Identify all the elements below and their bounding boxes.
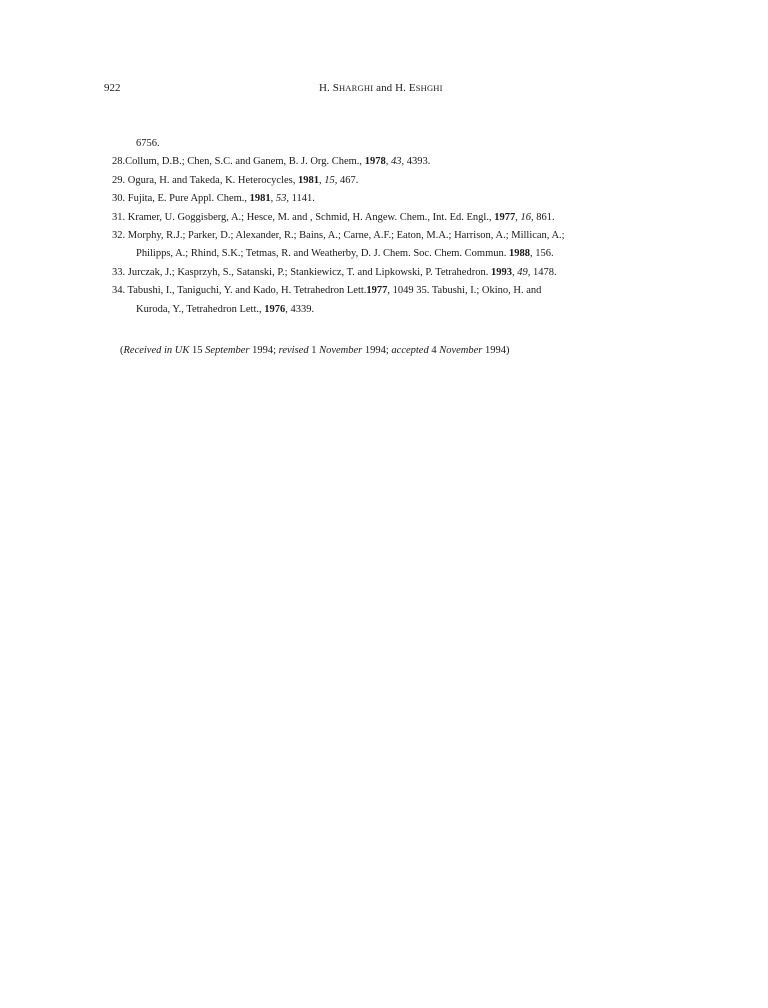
reference-line (112, 301, 672, 319)
reference-line (112, 190, 672, 208)
reference-text: Philipps, A.; Rhind, S.K.; Tetmas, R. and Weatherby, D. J. Chem. Soc. Chem. Commun. (136, 248, 510, 260)
reference-year: 1978 (364, 156, 386, 168)
reference-text: Kuroda, Y., Tetrahedron Lett., (136, 303, 265, 315)
reference-text: , (385, 156, 391, 168)
received-year: 1994; (249, 345, 279, 356)
reference-text: 467. (337, 174, 359, 186)
reference-text: 861. (533, 211, 555, 223)
revised-year: 1994; (362, 345, 392, 356)
author-1-surname-initial: S (332, 82, 339, 94)
reference-text: , 4339. (285, 303, 315, 315)
accepted-day: 4 (428, 345, 440, 356)
reference-text: 30. Fujita, E. Pure Appl. Chem., (112, 193, 250, 205)
page-number: 922 (104, 82, 121, 94)
reference-text: 32. Morphy, R.J.; Parker, D.; Alexander, R.; Bains, A.; Carne, A.F.; Eaton, M.A.; Harrison, A.; Millican, A.; (112, 229, 565, 241)
reference-year: 1981 (297, 174, 319, 186)
author-2-surname-initial: E (408, 82, 416, 94)
reference-line (112, 135, 672, 153)
revised-day: 1 (308, 345, 320, 356)
reference-year: 1993 (490, 266, 512, 278)
reference-text: , (511, 266, 518, 278)
author-2-initial: H. (395, 82, 409, 94)
reference-text: , (270, 193, 276, 205)
reference-volume: 49, (517, 266, 531, 278)
reference-line (112, 172, 672, 190)
accepted-label: accepted (391, 345, 429, 356)
reference-text: , 1049 35. Tabushi, I.; Okino, H. and (387, 285, 542, 297)
reference-line (112, 245, 672, 263)
reference-line (112, 227, 672, 245)
reference-volume: 16, (520, 211, 534, 223)
reference-text: , (515, 211, 521, 223)
reference-text: 34. Tabushi, I., Taniguchi, Y. and Kado, H. Tetrahedron Lett. (112, 285, 367, 297)
reference-year: 1988 (509, 248, 531, 260)
reference-text: 1141. (289, 193, 315, 205)
reference-text: 6756. (136, 138, 160, 149)
page-header (104, 82, 664, 98)
reference-text: 31. Kramer, U. Goggisberg, A.; Hesce, M. and , Schmid, H. Angew. Chem., Int. Ed. Engl., (112, 211, 495, 223)
reference-volume: 43, (390, 156, 405, 168)
received-day: 15 (189, 345, 206, 356)
reference-year: 1977 (494, 211, 516, 223)
reference-line (112, 153, 672, 171)
author-2-surname-smallcaps: SHGHI (415, 83, 443, 93)
reference-text: , 156. (530, 248, 554, 260)
reference-text: 28.Collum, D.B.; Chen, S.C. and Ganem, B. J. Org. Chem., (112, 156, 365, 168)
received-open-paren: ( (120, 345, 124, 356)
accepted-year: 1994) (482, 345, 510, 356)
reference-list (112, 135, 672, 319)
reference-text: 29. Ogura, H. and Takeda, K. Heterocycles, (112, 174, 298, 186)
reference-year: 1981 (249, 193, 271, 205)
author-1-initial: H. (319, 82, 333, 94)
reference-text: 33. Jurczak, J.; Kasprzyh, S., Satanski, P.; Stankiewicz, T. and Lipkowski, P. Tetrahedron. (112, 266, 491, 278)
revised-label: revised (278, 345, 309, 356)
received-dates-note (120, 345, 510, 356)
accepted-month: November (439, 345, 483, 356)
reference-text: 1478. (530, 266, 557, 278)
reference-text: 4393. (404, 156, 431, 168)
reference-line (112, 264, 672, 282)
revised-month: November (319, 345, 363, 356)
author-1-surname-smallcaps: HARGHI (338, 83, 374, 93)
running-head-authors (319, 82, 443, 94)
author-conjunction: and (373, 82, 396, 94)
reference-volume: 15, (324, 174, 338, 186)
reference-text: , (318, 174, 325, 186)
reference-year: 1976 (264, 303, 286, 315)
reference-volume: 53, (275, 193, 290, 205)
reference-line (112, 282, 672, 300)
received-label: Received in UK (123, 345, 190, 356)
reference-year: 1977 (366, 285, 388, 297)
received-month: September (205, 345, 250, 356)
reference-line (112, 209, 672, 227)
